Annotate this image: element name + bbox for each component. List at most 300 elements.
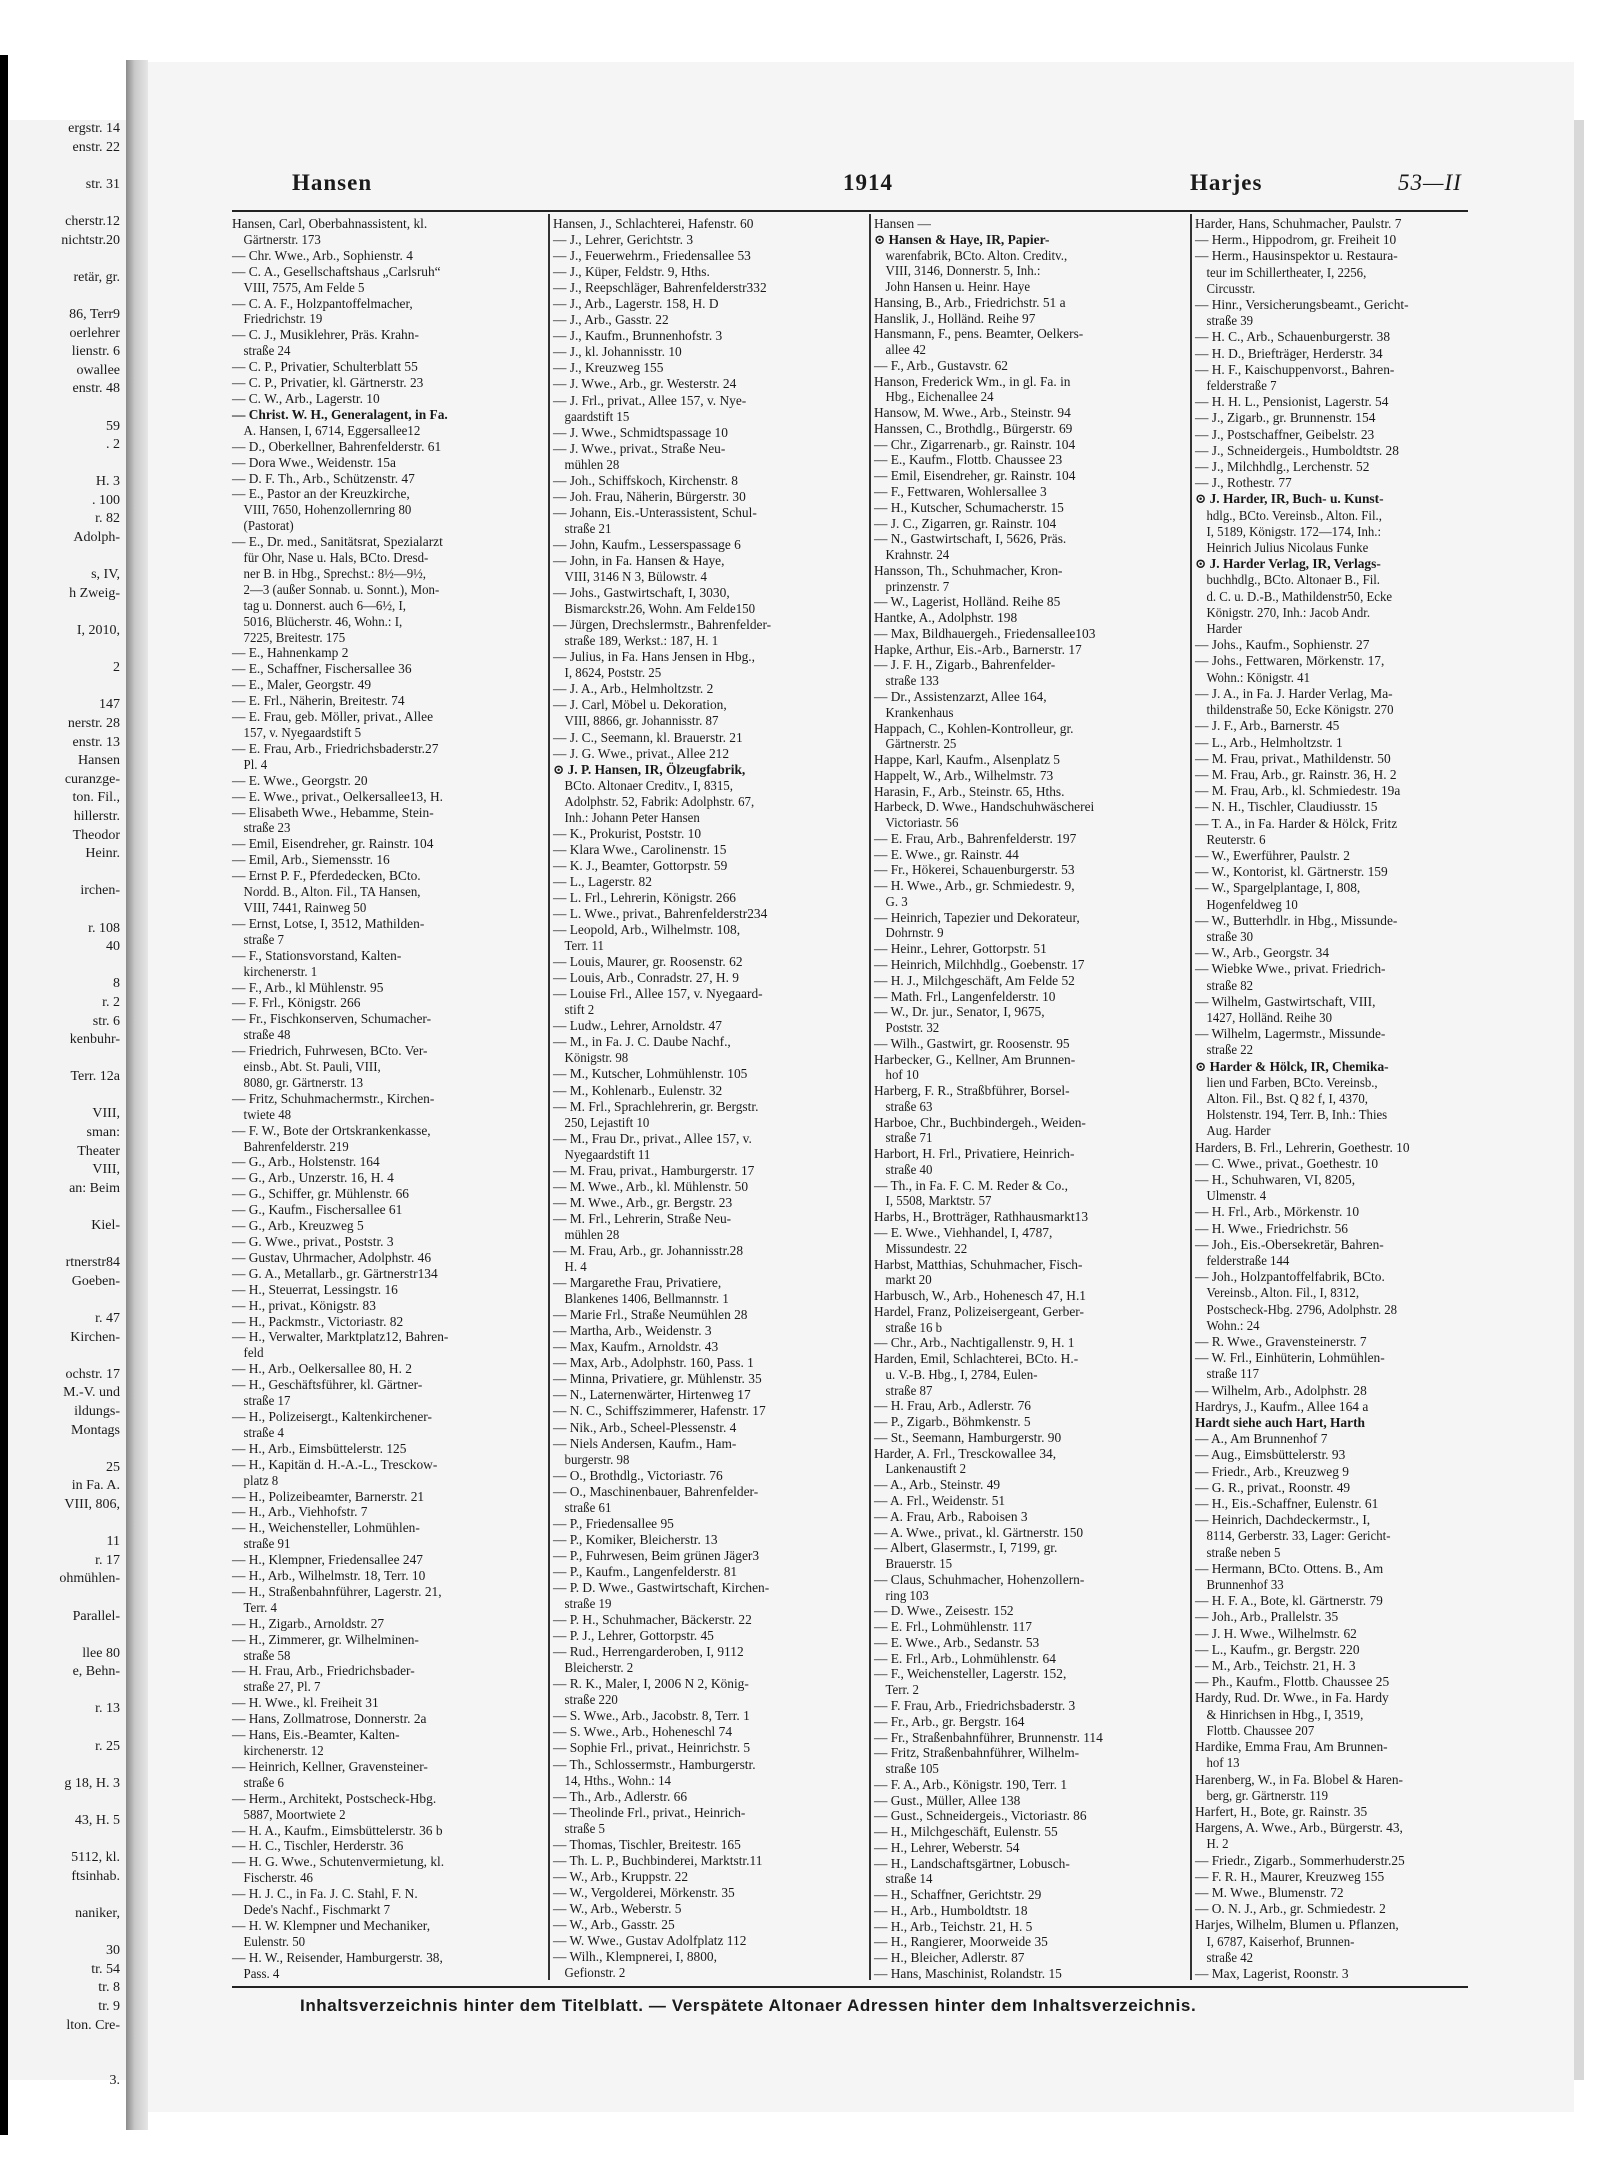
directory-entry-line: — Chr. Wwe., Arb., Sophienstr. 4 [232,247,413,263]
directory-entry-line: — Dora Wwe., Weidenstr. 15a [232,454,396,470]
directory-entry-line: straße 105 [885,1761,939,1777]
directory-entry-line: ring 103 [885,1587,929,1603]
directory-entry-line: Brauerstr. 15 [885,1556,953,1572]
directory-entry-line: (Pastorat) [243,518,294,534]
directory-entry-line: — H., Rangierer, Moorweide 35 [874,1934,1048,1950]
directory-entry-line: Hogenfeldweg 10 [1206,896,1298,912]
directory-entry-line: — Friedr., Arb., Kreuzweg 9 [1195,1463,1349,1479]
previous-page-line: rtnerstr84 [65,1255,120,1271]
directory-entry-line: — M. Frau, privat., Mathildenstr. 50 [1195,750,1391,766]
previous-page-line: Parallel- [72,1608,120,1624]
directory-entry-line: — Wiebke Wwe., privat. Friedrich- [1195,961,1386,977]
directory-entry-line: Hansen, J., Schlachterei, Hafenstr. 60 [553,216,754,231]
directory-entry-line: warenfabrik, BCto. Alton. Creditv., [885,247,1068,263]
previous-page-line: ildungs- [74,1403,120,1419]
directory-entry-line: — H. F., Kaischuppenvorst., Bahren- [1195,361,1395,377]
directory-entry-line: — A. Frau, Arb., Raboisen 3 [874,1508,1028,1524]
directory-entry-line: prinzenstr. 7 [885,578,950,594]
directory-entry-line: — H., Weichensteller, Lohmühlen- [232,1520,420,1536]
directory-entry-line: — Max, Lagerist, Roonstr. 3 [1195,1965,1349,1981]
directory-entry-line: Harden, Emil, Schlachterei, BCto. H.- [874,1351,1079,1367]
directory-entry-line: — E., Pastor an der Kreuzkirche, [232,486,410,502]
directory-entry-line: Gefionstr. 2 [564,1965,626,1981]
previous-page-line: r. 2 [102,994,120,1010]
directory-entry-line: — Herm., Hausinspektor u. Restaura- [1195,248,1398,264]
directory-entry-line: straße 48 [243,1027,291,1043]
previous-page-line: 11 [106,1534,120,1550]
previous-page-line: lton. Cre- [66,2017,120,2033]
directory-entry-line: Hapke, Arthur, Eis.-Arb., Barnerstr. 17 [874,641,1082,657]
directory-entry-line: — H., Schuhwaren, VI, 8205, [1195,1171,1356,1187]
directory-entry-line: — Johs., Fettwaren, Mörkenstr. 17, [1195,653,1385,669]
previous-page-line: Goeben- [71,1273,120,1289]
directory-entry-line: Ulmenstr. 4 [1206,1188,1267,1204]
directory-entry-line: — John, in Fa. Hansen & Haye, [553,552,725,568]
directory-entry-line: 14, Hths., Wohn.: 14 [564,1772,671,1788]
directory-entry-line: — H., Arb., Humboldtstr. 18 [874,1902,1028,1918]
directory-entry-line: — H., Steuerrat, Lessingstr. 16 [232,1281,398,1297]
directory-entry-line: — C. A. F., Holzpantoffelmacher, [232,295,413,311]
directory-entry-line: straße 16 b [885,1319,943,1335]
directory-entry-line: — P. D. Wwe., Gastwirtschaft, Kirchen- [553,1579,770,1595]
directory-entry-line: — Hermann, BCto. Ottens. B., Am [1195,1560,1384,1576]
directory-entry-line: Pl. 4 [243,756,268,772]
directory-entry-line: VIII, 7575, Am Felde 5 [243,279,365,295]
directory-entry-line: — E. Wwe., gr. Rainstr. 44 [874,846,1019,862]
directory-entry-line: — Johs., Gastwirtschaft, I, 3030, [553,585,730,601]
directory-entry-line: ⊙ Harder & Hölck, IR, Chemika- [1195,1058,1389,1074]
directory-entry-line: Postscheck-Hbg. 2796, Adolphstr. 28 [1206,1301,1398,1317]
previous-page-line [8,678,126,697]
previous-page-line: e, Behn- [72,1664,120,1680]
directory-entry-line: straße 24 [243,343,291,359]
directory-entry-line: — Heinrich, Kellner, Gravensteiner- [232,1758,428,1774]
directory-entry-line: Brunnenhof 33 [1206,1577,1284,1593]
previous-page-line: r. 47 [95,1311,120,1326]
directory-entry-line: Königstr. 98 [564,1050,629,1066]
directory-entry-line: Circusstr. [1206,280,1256,296]
directory-entry-line: Dede's Nachf., Fischmarkt 7 [243,1902,391,1918]
directory-entry-line: — J. F., Arb., Barnerstr. 45 [1195,718,1340,734]
directory-entry-line: — H., Milchgeschäft, Eulenstr. 55 [874,1824,1058,1840]
directory-entry-line: — H. J. C., in Fa. J. C. Stahl, F. N. [232,1886,418,1902]
directory-entry-line: — Heinrich, Milchhdlg., Goebenstr. 17 [874,956,1085,972]
directory-entry-line: — J. F. H., Zigarb., Bahrenfelder- [874,657,1056,673]
directory-entry-line: Hansson, Th., Schuhmacher, Kron- [874,562,1063,578]
previous-page-line [8,1236,126,1255]
directory-entry-line: 5016, Blücherstr. 46, Wohn.: I, [243,613,403,629]
directory-entry-line: — Niels Andersen, Kaufm., Ham- [553,1435,737,1451]
directory-entry-line: — J. Wwe., Schmidtspassage 10 [553,424,728,440]
directory-entry-line: straße 22 [1206,1042,1254,1058]
directory-entry-line: — E. Wwe., Arb., Sedanstr. 53 [874,1634,1040,1650]
directory-entry-line: — J. H. Wwe., Wilhelmstr. 62 [1195,1625,1357,1641]
header-rule [232,210,1468,212]
directory-entry-line: straße 23 [243,820,291,836]
previous-page-line: 25 [106,1459,120,1475]
directory-entry-line: — Minna, Privatiere, gr. Mühlenstr. 35 [553,1371,762,1387]
directory-entry-line: felderstraße 7 [1206,378,1277,394]
directory-entry-line: — Max, Kaufm., Arnoldstr. 43 [553,1339,719,1355]
directory-entry-line: Holstenstr. 194, Terr. B, Inh.: Thies [1206,1107,1388,1123]
directory-entry-line: — W. Frl., Einhüterin, Lohmühlen- [1195,1350,1385,1366]
directory-entry-line: — H. G. Wwe., Schutenvermietung, kl. [232,1854,445,1870]
directory-entry-line: — Max, Arb., Adolphstr. 160, Pass. 1 [553,1355,754,1371]
directory-entry-line: Alton. Fil., Bst. Q 82 f, I, 4370, [1206,1090,1368,1106]
directory-entry-line: — N. C., Schiffszimmerer, Hafenstr. 17 [553,1403,766,1419]
directory-entry-line: — Martha, Arb., Weidenstr. 3 [553,1323,712,1339]
directory-entry-line: — H., Eis.-Schaffner, Eulenstr. 61 [1195,1496,1379,1512]
directory-entry-line: — J., Arb., Gasstr. 22 [553,312,669,328]
directory-entry-line: — H. J., Milchgeschäft, Am Felde 52 [874,972,1075,988]
previous-page-line: in Fa. A. [71,1478,120,1494]
previous-page-line: VIII, [92,1106,120,1122]
directory-entry-line: — G., Schiffer, gr. Mühlenstr. 66 [232,1186,409,1202]
directory-entry-line: — H. A., Kaufm., Eimsbüttelerstr. 36 b [232,1822,443,1838]
directory-entry-line: I, 6787, Kaiserhof, Brunnen- [1206,1933,1355,1949]
directory-entry-line: Hardel, Franz, Polizeisergeant, Gerber- [874,1303,1084,1319]
directory-entry-line: Wohn.: Königstr. 41 [1206,669,1310,685]
directory-entry-line: — H. H. L., Pensionist, Lagerstr. 54 [1195,394,1389,410]
directory-entry-line: — Chr., Arb., Nachtigallenstr. 9, H. 1 [874,1335,1075,1351]
directory-entry-line: — W., Arb., Weberstr. 5 [553,1900,682,1916]
directory-entry-line: twiete 48 [243,1106,292,1122]
directory-entry-line: lien und Farben, BCto. Vereinsb., [1206,1074,1378,1090]
directory-entry-line: — W., Kontorist, kl. Gärtnerstr. 159 [1195,864,1388,880]
directory-entry-line: — Claus, Schuhmacher, Hohenzollern- [874,1571,1085,1587]
directory-entry-line: burgerstr. 98 [564,1451,630,1467]
directory-entry-line: Wohn.: 24 [1206,1317,1260,1333]
directory-entry-line: Hbg., Eichenallee 24 [885,389,994,405]
directory-entry-line: ⊙ Hansen & Haye, IR, Papier- [874,231,1050,247]
directory-entry-line: — Rud., Herrengarderoben, I, 9112 [553,1644,744,1660]
directory-entry-line: — L. Wwe., privat., Bahrenfelderstr234 [553,906,768,922]
directory-entry-line: hof 10 [885,1067,919,1083]
scan-edge-right [1574,120,1584,2080]
previous-page-line: r. 82 [95,511,120,527]
directory-entry-line: — P., Kaufm., Langenfelderstr. 81 [553,1563,738,1579]
previous-page-line: cherstr.12 [65,213,120,229]
directory-entry-line: — M. Wwe., Arb., gr. Bergstr. 23 [553,1194,733,1210]
directory-entry-line: — Fr., Arb., gr. Bergstr. 164 [874,1713,1025,1729]
previous-page-line: VIII, [92,1162,120,1178]
directory-entry-line: Harbst, Matthias, Schuhmacher, Fisch- [874,1256,1083,1272]
directory-entry-line: Hansow, M. Wwe., Arb., Steinstr. 94 [874,405,1071,421]
column-divider [869,214,871,1980]
directory-entry-line: — J., Reepschläger, Bahrenfelderstr332 [553,280,767,296]
directory-entry-line: Hansen — [874,216,931,231]
directory-entry-line: — M., Kutscher, Lohmühlenstr. 105 [553,1066,748,1082]
column-divider [548,214,550,1980]
directory-entry-line: 157, v. Nyegaardstift 5 [243,725,362,740]
previous-page-line: H. 3 [95,474,120,490]
directory-entry-line: — C. A., Gesellschaftshaus „Carlsruh“ [232,263,441,279]
previous-page-line: Terr. 12a [70,1069,120,1085]
directory-entry-line: straße 63 [885,1098,933,1114]
previous-page-line [8,157,126,176]
directory-entry-line: Bahrenfelderstr. 219 [243,1138,349,1154]
directory-entry-line: — Klara Wwe., Carolinenstr. 15 [553,841,727,857]
directory-entry-line: — W. Wwe., Gustav Adolfplatz 112 [553,1933,747,1949]
previous-page-line [8,1682,126,1701]
directory-entry-line: u. V.-B. Hbg., I, 2784, Eulen- [885,1366,1038,1382]
directory-entry-line: — G. Wwe., privat., Poststr. 3 [232,1234,394,1249]
directory-entry-line: tag u. Donnerst. auch 6—6½, I, [243,597,406,613]
directory-entry-line: — G., Arb., Kreuzweg 5 [232,1218,364,1234]
previous-page-line: 8 [113,976,120,992]
directory-entry-line: — P., Zigarb., Böhmkenstr. 5 [874,1414,1031,1430]
previous-page-line [8,1087,126,1106]
directory-entry-line: VIII, 3146, Donnerstr. 5, Inh.: [885,263,1041,279]
directory-entry-line: — C. W., Arb., Lagerstr. 10 [232,390,380,406]
directory-entry-line: — Joh., Eis.-Obersekretär, Bahren- [1195,1236,1384,1252]
directory-entry-line: straße 21 [564,520,612,536]
directory-entry-line: straße 27, Pl. 7 [243,1679,321,1695]
directory-entry-line: — J. C., Zigarren, gr. Rainstr. 104 [874,515,1057,531]
previous-page-line: 30 [106,1943,120,1959]
directory-entry-line: — H., Arb., Teichstr. 21, H. 5 [874,1918,1033,1934]
directory-entry-line: straße 5 [564,1820,605,1836]
previous-page-line [8,287,126,306]
directory-entry-line: — H., Zimmerer, gr. Wilhelminen- [232,1631,419,1647]
directory-entry-line: I, 5189, Königstr. 172—174, Inh.: [1206,523,1382,539]
directory-entry-line: Harboe, Chr., Buchbindergeh., Weiden- [874,1114,1086,1130]
page-number: 53—II [1398,170,1462,195]
previous-page-line: enstr. 13 [72,734,120,750]
directory-entry-line: — H. Wwe., Friedrichstr. 56 [1195,1220,1348,1236]
directory-entry-line: platz 8 [243,1472,279,1488]
directory-entry-line: — Elisabeth Wwe., Hebamme, Stein- [232,804,434,820]
previous-page-line: tr. 9 [98,1998,120,2014]
directory-entry-line: BCto. Altonaer Creditv., I, 8315, [564,777,733,793]
directory-entry-line: Vereinsb., Alton. Fil., I, 8312, [1206,1285,1360,1301]
directory-entry-line: — H. Frl., Arb., Mörkenstr. 10 [1195,1204,1360,1220]
directory-entry-line: Friedrichstr. 19 [243,311,323,327]
directory-entry-line: straße 133 [885,673,939,689]
directory-entry-line: — H., Arb., Eimsbüttelerstr. 125 [232,1440,407,1456]
directory-entry-line: — J., Arb., Lagerstr. 158, H. D [553,296,719,312]
directory-entry-line: — A. Frl., Weidenstr. 51 [874,1493,1006,1509]
directory-entry-line: — Julius, in Fa. Hans Jensen in Hbg., [553,649,755,665]
directory-entry-line: Heinrich Julius Nicolaus Funke [1206,540,1369,556]
directory-entry-line: — K. J., Beamter, Gottorpstr. 59 [553,857,728,873]
directory-entry-line: — J. G. Wwe., privat., Allee 212 [553,745,730,761]
directory-entry-line: d. C. u. D.-B., Mathildenstr50, Ecke [1206,588,1393,604]
directory-entry-line: — J., Kreuzweg 155 [553,360,664,376]
previous-page-line [8,957,126,976]
directory-entry-line: allee 42 [885,342,926,358]
directory-entry-line: markt 20 [885,1272,932,1288]
directory-entry-line: — F. Frl., Königstr. 266 [232,995,361,1011]
directory-entry-line: — M. Frau, Arb., gr. Johannisstr.28 [553,1243,744,1258]
previous-page-line [8,603,126,622]
directory-entry-line: — Fritz, Straßenbahnführer, Wilhelm- [874,1745,1080,1761]
directory-entry-line: — H., Bleicher, Adlerstr. 87 [874,1950,1025,1966]
directory-entry-line: Lankenaustift 2 [885,1461,967,1477]
directory-entry-line: — Wilhelm, Arb., Adolphstr. 28 [1195,1382,1367,1398]
directory-entry-line: — Fr., Hökerei, Schauenburgerstr. 53 [874,862,1075,878]
previous-page-line: oerlehrer [69,325,120,341]
previous-page-line [8,1626,126,1645]
directory-entry-line: ⊙ J. Harder, IR, Buch- u. Kunst- [1195,491,1384,507]
previous-page-line: str. 6 [92,1013,120,1029]
directory-entry-line: Harders, B. Frl., Lehrerin, Goethestr. 10 [1195,1139,1410,1155]
directory-entry-line: Bleicherstr. 2 [564,1660,634,1676]
directory-entry-line: — O. N. J., Arb., gr. Schmiedestr. 2 [1195,1901,1386,1917]
directory-entry-line: straße 71 [885,1130,933,1146]
previous-page-line [8,1924,126,1943]
directory-entry-line: — K., Prokurist, Poststr. 10 [553,825,702,841]
directory-entry-line: — H., Arb., Viehhofstr. 7 [232,1504,368,1520]
directory-entry-line: — Theolinde Frl., privat., Heinrich- [553,1804,746,1820]
directory-entry-line: — Christ. W. H., Generalagent, in Fa. [232,406,448,422]
previous-page-line [8,2035,126,2054]
directory-entry-line: — Heinr., Lehrer, Gottorpstr. 51 [874,941,1047,957]
directory-entry-line: I, 8624, Poststr. 25 [564,665,662,681]
previous-page-line: irchen- [80,883,120,899]
directory-entry-line: straße 117 [1206,1366,1259,1382]
directory-entry-line: teur im Schillertheater, I, 2256, [1206,264,1367,280]
previous-page-line: curanzge- [64,771,120,787]
directory-entry-line: VIII, 3146 N 3, Bülowstr. 4 [564,569,707,585]
directory-entry-line: Harder, Hans, Schuhmacher, Paulstr. 7 [1195,216,1402,231]
directory-entry-line: — Max, Bildhauergeh., Friedensallee103 [874,625,1096,641]
directory-entry-line: — A., Arb., Steinstr. 49 [874,1477,1001,1493]
previous-page-line: Kirchen- [70,1329,120,1345]
directory-entry-line: — Herm., Architekt, Postscheck-Hbg. [232,1790,437,1806]
directory-entry-line: — Th., Arb., Adlerstr. 66 [553,1788,688,1804]
directory-entry-line: straße 82 [1206,977,1254,993]
directory-entry-line: — H., Lehrer, Weberstr. 54 [874,1839,1020,1855]
directory-entry-line: — W., Vergolderei, Mörkenstr. 35 [553,1884,735,1900]
directory-entry-line: — Hinr., Versicherungsbeamt., Gericht- [1195,297,1409,313]
previous-page-line: s, IV, [91,567,120,583]
directory-entry-line: Poststr. 32 [885,1020,940,1036]
directory-entry-line: straße 40 [885,1161,933,1177]
previous-page-line: 86, Terr9 [69,306,120,322]
directory-entry-line: ner B. in Hbg., Sprechst.: 8½—9½, [243,565,427,581]
directory-entry-line: 8080, gr. Gärtnerstr. 13 [243,1074,364,1090]
directory-entry-line: Harberg, F. R., Straßbführer, Borsel- [874,1083,1070,1099]
directory-entry-line: — H., Landschaftsgärtner, Lobusch- [874,1855,1070,1871]
directory-entry-line: — Wilhelm, Lagermstr., Missunde- [1195,1026,1386,1042]
directory-entry-line: Happe, Karl, Kaufm., Alsenplatz 5 [874,752,1060,768]
directory-entry-line: — L., Lagerstr. 82 [553,873,652,889]
directory-entry-line: — W., Dr. jur., Senator, I, 9675, [874,1004,1045,1020]
directory-entry-line: VIII, 7650, Hohenzollernring 80 [243,502,412,518]
previous-page-line: llee 80 [82,1645,120,1661]
directory-entry-line: Missundestr. 22 [885,1240,968,1256]
directory-entry-line: — H. Frau, Arb., Adlerstr. 76 [874,1398,1031,1414]
directory-entry-line: straße 30 [1206,928,1254,944]
directory-entry-line: — Gustav, Uhrmacher, Adolphstr. 46 [232,1249,432,1265]
directory-entry-line: — Math. Frl., Langenfelderstr. 10 [874,988,1056,1004]
directory-entry-line: — H., Polizeibeamter, Barnerstr. 21 [232,1488,425,1504]
directory-entry-line: 5887, Moortwiete 2 [243,1806,346,1822]
directory-entry-line: — G. R., privat., Roonstr. 49 [1195,1479,1351,1495]
previous-page-line: . 100 [92,492,120,508]
directory-entry-line: — F., Stationsvorstand, Kalten- [232,947,402,963]
directory-entry-line: — G., Arb., Holstenstr. 164 [232,1154,380,1170]
directory-entry-line: Hantke, A., Adolphstr. 198 [874,610,1018,626]
directory-entry-line: — M. Frl., Sprachlehrerin, gr. Bergstr. [553,1098,759,1114]
directory-entry-line: — F., Arb., kl Mühlenstr. 95 [232,979,384,995]
footer-notice: Inhaltsverzeichnis hinter dem Titelblatt. — Verspätete Altonaer Adressen hinter dem Inhaltsverzeichnis. [300,1996,1197,2015]
directory-entry-line: mühlen 28 [564,456,620,472]
directory-entry-line: — R. Wwe., Gravensteinerstr. 7 [1195,1334,1367,1350]
previous-page-line [8,1291,126,1310]
directory-entry-line: Harbeck, D. Wwe., Handschuhwäscherei [874,799,1095,815]
directory-entry-line: — Th. L. P., Buchbinderei, Marktstr.11 [553,1852,763,1868]
previous-page-line: h Zweig- [69,585,120,601]
directory-entry-line: kirchenerstr. 12 [243,1743,324,1758]
directory-entry-line: — F. W., Bote der Ortskrankenkasse, [232,1122,431,1138]
directory-entry-line: Nyegaardstift 11 [564,1146,651,1162]
previous-page-line [8,641,126,660]
directory-entry-line: — G., Arb., Unzerstr. 16, H. 4 [232,1170,394,1186]
directory-entry-line: — G. A., Metallarb., gr. Gärtnerstr134 [232,1265,438,1281]
directory-entry-line: — Ludw., Lehrer, Arnoldstr. 47 [553,1018,722,1034]
directory-entry-line: — S. Wwe., Arb., Hoheneschl 74 [553,1724,733,1740]
directory-entry-line: — W., Spargelplantage, I, 808, [1195,880,1361,896]
directory-entry-line: — M. Frau, privat., Hamburgerstr. 17 [553,1162,755,1178]
directory-entry-line: — O., Brothdlg., Victoriastr. 76 [553,1467,723,1483]
directory-entry-line: — G., Kaufm., Fischersallee 61 [232,1202,403,1218]
previous-page-line: an: Beim [69,1180,120,1196]
previous-page-line: Heinr. [85,846,120,862]
directory-entry-line: — Margarethe Frau, Privatiere, [553,1275,722,1291]
directory-entry-line: Fischerstr. 46 [243,1870,313,1886]
directory-entry-line: — H. C., Arb., Schauenburgerstr. 38 [1195,329,1391,345]
directory-entry-line: buchhdlg., BCto. Altonaer B., Fil. [1206,572,1381,588]
directory-entry-line: — C. J., Musiklehrer, Präs. Krahn- [232,327,419,343]
directory-entry-line: — Chr., Zigarrenarb., gr. Rainstr. 104 [874,436,1076,452]
directory-entry-line: mühlen 28 [564,1226,620,1242]
directory-entry-line: — Thomas, Tischler, Breitestr. 165 [553,1836,741,1852]
directory-entry-line: G. 3 [885,893,908,909]
directory-entry-line: John Hansen u. Heinr. Haye [885,279,1031,295]
directory-entry-line: straße 6 [243,1774,284,1790]
directory-entry-line: — M. Frau, Arb., gr. Rainstr. 36, H. 2 [1195,766,1397,782]
directory-entry-line: Blankenes 1406, Bellmannstr. 1 [564,1291,729,1307]
directory-entry-line: — M. Wwe., Arb., kl. Mühlenstr. 50 [553,1178,749,1194]
directory-entry-line: — H., Klempner, Friedensallee 247 [232,1552,423,1568]
directory-entry-line: — Wilhelm, Gastwirtschaft, VIII, [1195,993,1376,1009]
directory-entry-line: Harder [1206,621,1243,637]
directory-entry-line: Harenberg, W., in Fa. Blobel & Haren- [1195,1771,1404,1787]
directory-entry-line: — H., Straßenbahnführer, Lagerstr. 21, [232,1583,442,1599]
directory-entry-line: — Albert, Glasermstr., I, 7199, gr. [874,1540,1058,1556]
previous-page-line [8,399,126,418]
directory-entry-line: Hanslik, J., Holländ. Reihe 97 [874,310,1036,326]
directory-entry-line: — John, Kaufm., Lesserspassage 6 [553,536,741,552]
directory-entry-line: — J. A., Arb., Helmholtzstr. 2 [553,681,714,697]
previous-page-line: Theater [77,1143,120,1159]
directory-entry-line: — Louise Frl., Allee 157, v. Nyegaard- [553,986,763,1002]
directory-entry-line: Nordd. B., Alton. Fil., TA Hansen, [243,884,421,900]
directory-entry-line: 250, Lejastift 10 [564,1114,650,1130]
directory-entry-line: — J. Wwe., Arb., gr. Westerstr. 24 [553,376,737,392]
previous-page-line: nerstr. 28 [67,716,120,731]
directory-entry-line: — L., Arb., Helmholtzstr. 1 [1195,734,1343,750]
scan-margin-top [0,0,1600,55]
directory-entry-line: Aug. Harder [1206,1123,1271,1139]
previous-page-line: r. 13 [95,1701,120,1717]
previous-page-line: sman: [86,1125,120,1141]
previous-page-line: ochstr. 17 [65,1366,120,1382]
directory-entry-line: — H. D., Briefträger, Herderstr. 34 [1195,345,1383,361]
directory-entry-line: straße 61 [564,1499,612,1515]
